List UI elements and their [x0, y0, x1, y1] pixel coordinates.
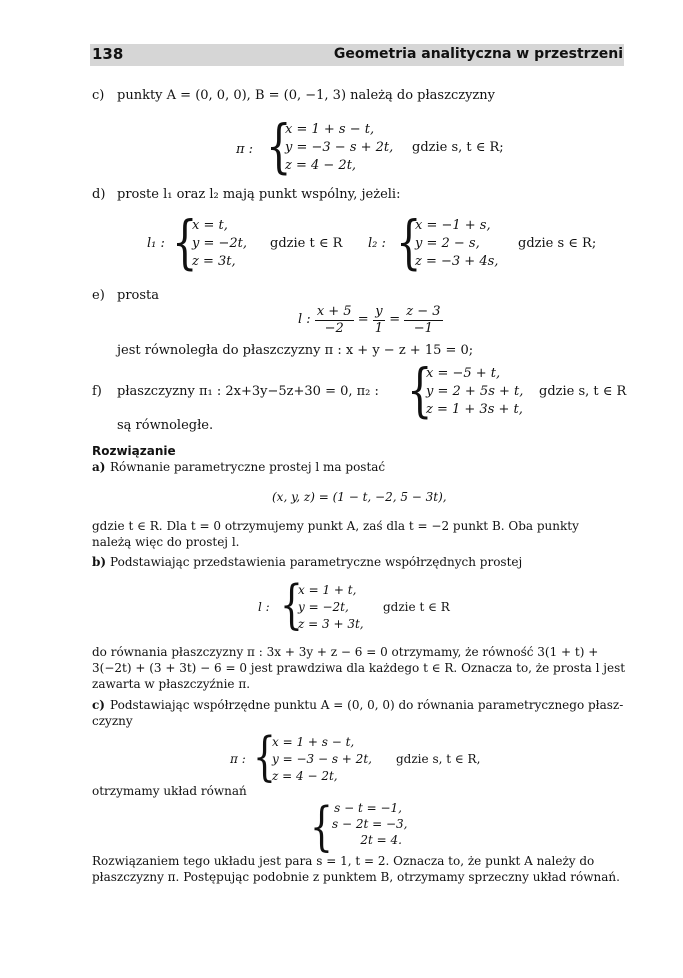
- chapter-title: Geometria analityczna w przestrzeni: [333, 46, 623, 62]
- item-d-l2-brace: {: [396, 210, 422, 277]
- solution-a-label: a): [92, 460, 106, 474]
- solution-a-paragraph-2: należą więc do prostej l.: [92, 535, 240, 549]
- solution-b-label: b): [92, 555, 107, 569]
- item-e-after: jest równoległa do płaszczyzny π : x + y − z + 15 = 0;: [117, 343, 474, 358]
- item-d-l2-where: gdzie s ∈ R;: [518, 236, 597, 251]
- solution-b-paragraph-2: 3(−2t) + (3 + 3t) − 6 = 0 jest prawdziwa dla każdego t ∈ R. Oznacza to, że prosta l jest: [92, 661, 626, 675]
- item-f-brace: {: [407, 358, 433, 425]
- item-d-l1-label: l₁ :: [147, 236, 165, 251]
- solution-b-eq-2: y = −2t,: [298, 600, 349, 614]
- item-f-eq-1: x = −5 + t,: [426, 366, 501, 381]
- item-c-where: gdzie s, t ∈ R;: [412, 140, 504, 155]
- item-e-frac-2-den: 1: [374, 320, 384, 336]
- solution-a-paragraph-1: gdzie t ∈ R. Dla t = 0 otrzymujemy punkt A, zaś dla t = −2 punkt B. Oba punkty: [92, 519, 579, 533]
- item-c-eq-1: x = 1 + s − t,: [285, 122, 375, 137]
- item-d-l1-brace: {: [172, 210, 198, 277]
- item-e-text: prosta: [117, 288, 160, 303]
- item-e-frac-3: [404, 304, 442, 337]
- item-e-frac-1: [315, 304, 354, 337]
- item-c-pi-label: π :: [236, 142, 254, 157]
- item-e-l-label: l :: [298, 312, 311, 327]
- item-d-l2-eq-3: z = −3 + 4s,: [415, 254, 499, 269]
- solution-c-system-2: s − 2t = −3,: [332, 817, 408, 831]
- item-e-frac-3-num: z − 3: [406, 303, 441, 319]
- item-e-frac-3-den: −1: [413, 320, 433, 336]
- item-d-l1-eq-3: z = 3t,: [192, 254, 236, 269]
- item-d-l2-label: l₂ :: [368, 236, 386, 251]
- solution-c-brace: {: [253, 728, 276, 788]
- solution-b-brace: {: [280, 576, 303, 636]
- solution-c-pi-label: π :: [230, 752, 246, 766]
- item-d-l2-eq-1: x = −1 + s,: [415, 218, 491, 233]
- item-e-eq-1: =: [357, 312, 369, 327]
- solution-b-eq-1: x = 1 + t,: [298, 583, 357, 597]
- solution-b-paragraph-1: do równania płaszczyzny π : 3x + 3y + z − 6 = 0 otrzymamy, że równość 3(1 + t) +: [92, 645, 599, 659]
- solution-c-system-3: 2t = 4.: [360, 833, 402, 847]
- item-d-l1-where: gdzie t ∈ R: [270, 236, 343, 251]
- item-e-frac-2-num: y: [373, 304, 385, 321]
- solution-c-paragraph-5: płaszczyzny π. Postępując podobnie z punktem B, otrzymamy sprzeczny układ równań.: [92, 870, 620, 884]
- solution-b-where: gdzie t ∈ R: [383, 600, 450, 614]
- item-f-label: f): [92, 384, 102, 399]
- item-f-after: są równoległe.: [117, 418, 214, 433]
- item-f-text: płaszczyzny π₁ : 2x+3y−5z+30 = 0, π₂ :: [117, 384, 379, 399]
- solution-c-eq-2: y = −3 − s + 2t,: [272, 752, 372, 766]
- page-number: 138: [92, 45, 124, 63]
- solution-c-system-1: s − t = −1,: [334, 801, 402, 815]
- item-d-l1-eq-2: y = −2t,: [192, 236, 248, 251]
- item-e-frac-1-den: −2: [324, 320, 344, 336]
- item-f-eq-3: z = 1 + 3s + t,: [426, 402, 523, 417]
- item-c-brace: {: [266, 114, 292, 181]
- solution-c-system-brace: {: [310, 798, 333, 858]
- item-c-eq-2: y = −3 − s + 2t,: [285, 140, 394, 155]
- item-f-where: gdzie s, t ∈ R: [539, 384, 627, 399]
- solution-b-eq-3: z = 3 + 3t,: [298, 617, 364, 631]
- item-d-text: proste l₁ oraz l₂ mają punkt wspólny, jeżeli:: [117, 187, 401, 202]
- item-d-label: d): [92, 187, 106, 202]
- solution-a-equation: (x, y, z) = (1 − t, −2, 5 − 3t),: [272, 490, 447, 504]
- item-e-frac-1-num: x + 5: [316, 303, 352, 319]
- solution-c-paragraph-4: Rozwiązaniem tego układu jest para s = 1, t = 2. Oznacza to, że punkt A należy do: [92, 854, 595, 868]
- solution-heading: Rozwiązanie: [92, 444, 176, 458]
- solution-b-text: Podstawiając przedstawienia parametryczne współrzędnych prostej: [110, 555, 523, 569]
- item-d-l2-eq-2: y = 2 − s,: [415, 236, 480, 251]
- item-f-eq-2: y = 2 + 5s + t,: [426, 384, 524, 399]
- solution-b-l-label: l :: [258, 600, 270, 614]
- item-e-eq-2: =: [389, 312, 401, 327]
- solution-c-eq-1: x = 1 + s − t,: [272, 735, 355, 749]
- item-c-label: c): [92, 88, 105, 103]
- solution-c-paragraph-3: otrzymamy układ równań: [92, 784, 247, 798]
- solution-b-paragraph-3: zawarta w płaszczyźnie π.: [92, 677, 251, 691]
- item-e-line-equation: [298, 302, 443, 338]
- item-e-frac-2: [373, 304, 385, 337]
- solution-c-paragraph-1: Podstawiając współrzędne punktu A = (0, 0, 0) do równania parametrycznego płasz-: [110, 698, 624, 712]
- solution-c-eq-3: z = 4 − 2t,: [272, 769, 338, 783]
- item-c-text: punkty A = (0, 0, 0), B = (0, −1, 3) należą do płaszczyzny: [117, 88, 495, 103]
- item-e-label: e): [92, 288, 105, 303]
- solution-c-label: c): [92, 698, 105, 712]
- solution-a-text: Równanie parametryczne prostej l ma postać: [110, 460, 386, 474]
- item-d-l1-eq-1: x = t,: [192, 218, 228, 233]
- solution-c-where: gdzie s, t ∈ R,: [396, 752, 481, 766]
- item-c-eq-3: z = 4 − 2t,: [285, 158, 357, 173]
- solution-c-paragraph-2: czyzny: [92, 714, 133, 728]
